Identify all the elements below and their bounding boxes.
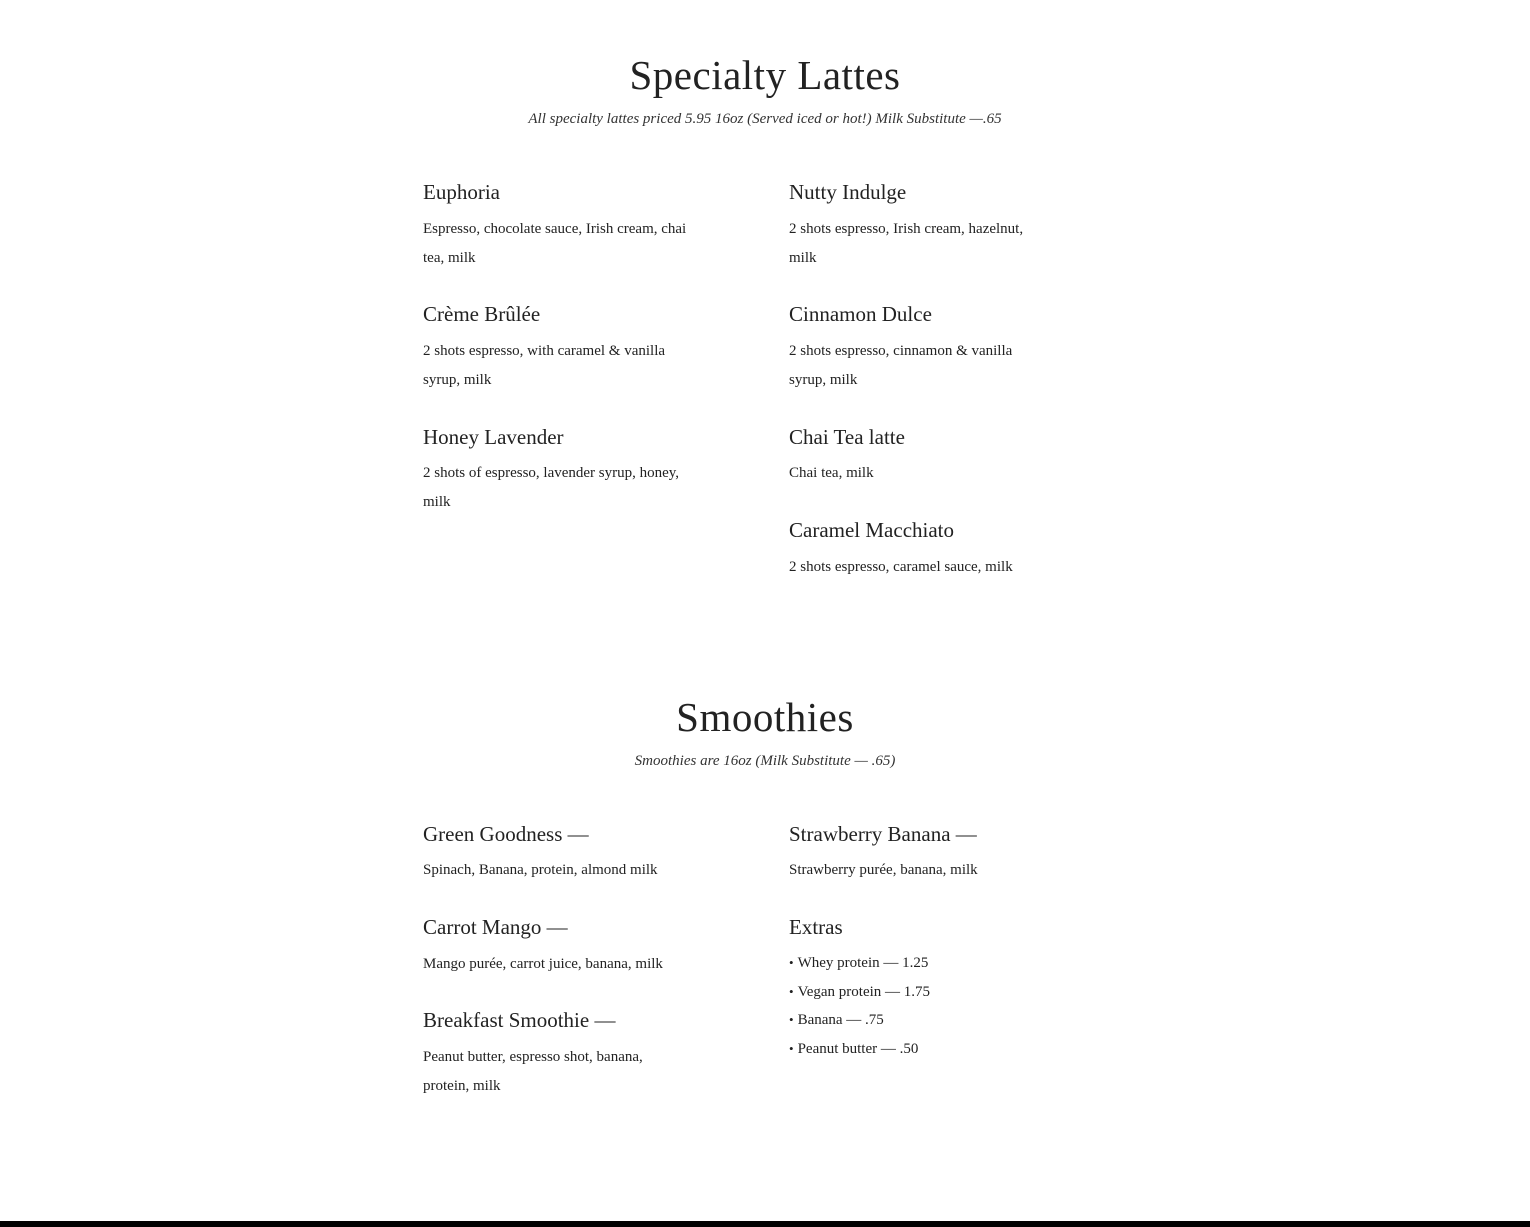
item-description: Espresso, chocolate sauce, Irish cream, chai tea, milk: [423, 221, 687, 266]
extras-item: [789, 1006, 1079, 1035]
extras-list: [789, 949, 1079, 1064]
smoothies-subtitle: Smoothies are 16oz (Milk Substitute — .65): [634, 753, 896, 769]
footer-divider-bar: [0, 1221, 1530, 1227]
item-description: Peanut butter, espresso shot, banana, protein, milk: [423, 1049, 643, 1094]
item-name: Caramel Macchiato: [789, 518, 955, 542]
item-name: Crème Brûlée: [423, 302, 541, 326]
item-description: 2 shots espresso, Irish cream, hazelnut, milk: [789, 221, 1024, 266]
bullet-icon: •: [789, 1041, 794, 1057]
extras-item: [789, 978, 1079, 1007]
extras-title: Extras: [789, 915, 843, 939]
item-name: Strawberry Banana —: [789, 822, 977, 846]
item-name: Euphoria: [423, 180, 500, 204]
item-name: Breakfast Smoothie —: [423, 1008, 616, 1032]
menu-item-cinnamon-dulce: [789, 302, 1079, 388]
lattes-title: Specialty Lattes: [629, 52, 901, 98]
item-description: Mango purée, carrot juice, banana, milk: [423, 956, 663, 972]
extras-item-text: Peanut butter — .50: [797, 1041, 919, 1058]
extras-item-text: Banana — .75: [797, 1012, 884, 1029]
menu-item-nutty-indulge: [789, 180, 1079, 266]
item-description: 2 shots of espresso, lavender syrup, honey, milk: [423, 465, 680, 510]
item-name: Carrot Mango —: [423, 915, 568, 939]
extras-item: [789, 949, 1079, 978]
item-description: 2 shots espresso, caramel sauce, milk: [789, 559, 1013, 575]
extras-item: [789, 1035, 1079, 1064]
item-description: Strawberry purée, banana, milk: [789, 862, 978, 878]
bullet-icon: •: [789, 955, 794, 970]
item-name: Green Goodness —: [423, 822, 589, 846]
menu-item-strawberry-banana: [789, 822, 1079, 878]
menu-item-green-goodness: [423, 822, 713, 878]
item-description: 2 shots espresso, cinnamon & vanilla syrup, milk: [789, 343, 1013, 388]
extras-item-text: Vegan protein — 1.75: [797, 983, 931, 1000]
item-description: Spinach, Banana, protein, almond milk: [423, 862, 658, 878]
smoothies-title: Smoothies: [676, 694, 854, 740]
menu-item-chai-tea-latte: [789, 425, 1079, 481]
extras-block: [789, 915, 1079, 1058]
item-name: Chai Tea latte: [789, 425, 905, 449]
menu-item-breakfast-smoothie: [423, 1008, 713, 1094]
extras-item-text: Whey protein — 1.25: [797, 955, 929, 971]
menu-item-euphoria: [423, 180, 713, 266]
menu-item-caramel-macchiato: [789, 518, 1079, 575]
menu-item-creme-brulee: [423, 302, 713, 388]
menu-item-honey-lavender: [423, 425, 713, 510]
item-description: Chai tea, milk: [789, 465, 874, 481]
bullet-icon: •: [789, 1012, 794, 1028]
item-name: Cinnamon Dulce: [789, 302, 932, 326]
item-name: Honey Lavender: [423, 425, 564, 449]
lattes-subtitle: All specialty lattes priced 5.95 16oz (Served iced or hot!) Milk Substitute —.65: [528, 111, 1002, 127]
item-description: 2 shots espresso, with caramel & vanilla syrup, milk: [423, 343, 666, 388]
bullet-icon: •: [789, 983, 794, 999]
menu-item-carrot-mango: [423, 915, 713, 972]
item-name: Nutty Indulge: [789, 180, 907, 204]
